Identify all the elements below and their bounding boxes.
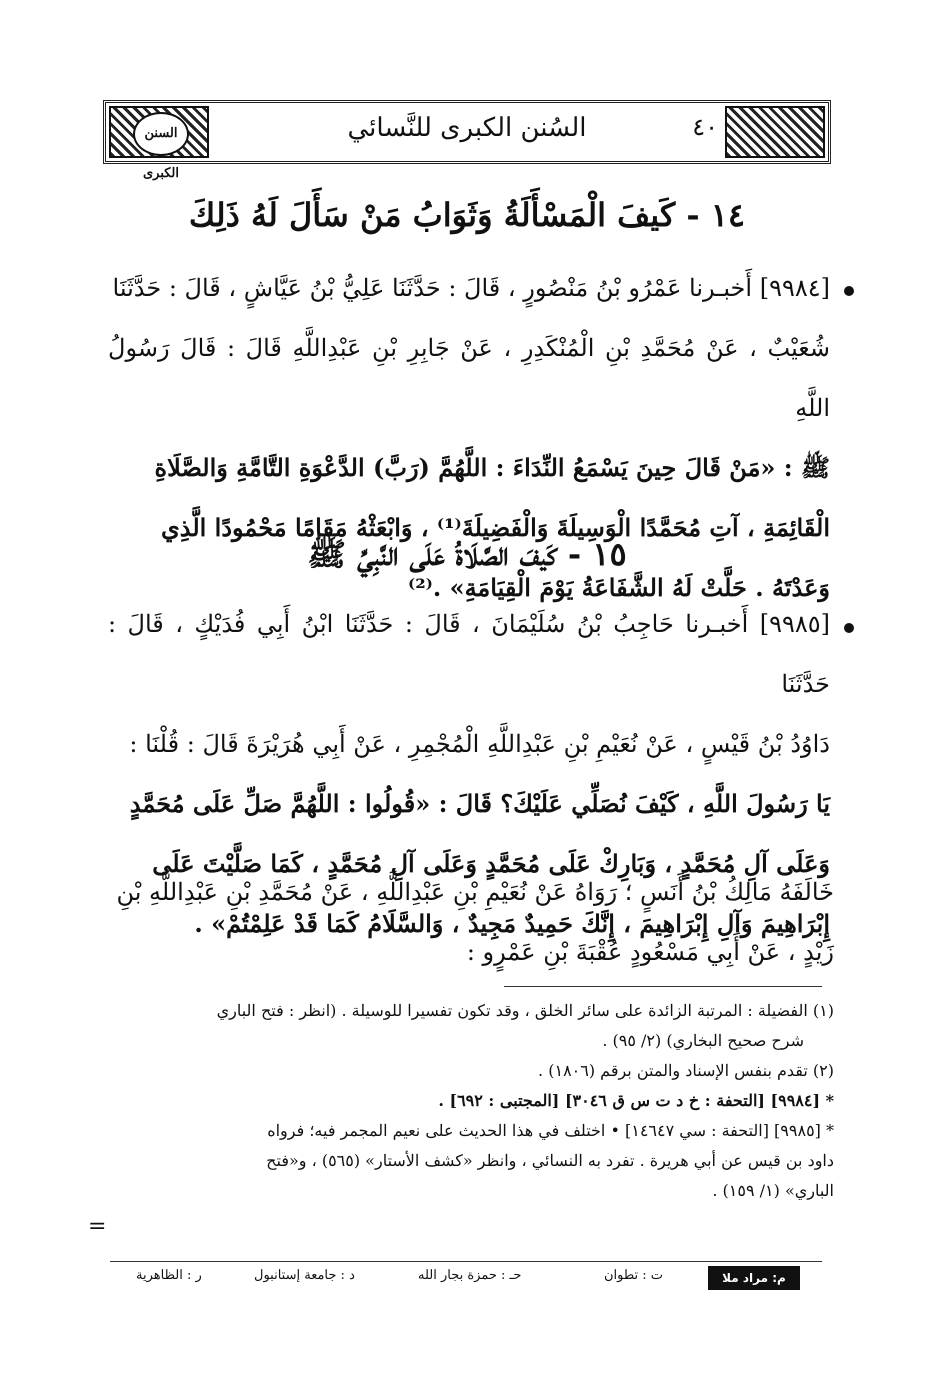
followup-line: زَيْدٍ ، عَنْ أَبِي مَسْعُودٍ عُقْبَةَ بْنِ عَمْرٍو :	[466, 938, 834, 966]
hadith-line: إِبْرَاهِيمَ وَآلِ إِبْرَاهِيمَ ، إِنَّكَ حَمِيدٌ مَجِيدٌ ، وَالسَّلَامُ كَمَا قَدْ عَلِمْتُمْ» .	[194, 909, 830, 938]
bullet-icon	[844, 286, 854, 296]
book-title: السُنن الكبرى للنَّسائي	[347, 113, 587, 143]
seal-emblem: السنن الكبرى	[133, 112, 189, 156]
page-header	[103, 100, 831, 181]
hadith-line: الْقَائِمَةِ ، آتِ مُحَمَّدًا الْوَسِيلَةَ وَالْفَضِيلَةَ⁽¹⁾ ، وَابْعَثْهُ مَقَامًا مَحْمُودًا الَّذِي	[160, 513, 830, 542]
footnote-line: (١) الفضيلة : المرتبة الزائدة على سائر الخلق ، وقد تكون تفسيرا للوسيلة . (انظر : فتح الباري	[216, 1001, 834, 1020]
footer-separator	[110, 1261, 822, 1262]
footnote-line: * [٩٩٨٥] [التحفة : سي ١٤٦٤٧] • اختلف في هذا الحديث على نعيم المجمر فيه؛ فرواه	[267, 1121, 834, 1140]
section-14-title: ١٤ - كَيفَ الْمَسْأَلَةُ وَثَوَابُ مَنْ سَأَلَ لَهُ ذَلِكَ	[188, 196, 746, 234]
hadith-line: شُعَيْبٌ ، عَنْ مُحَمَّدِ بْنِ الْمُنْكَدِرِ ، عَنْ جَابِرِ بْنِ عَبْدِاللَّهِ قَالَ : قَالَ رَسُولُ اللَّهِ	[108, 334, 830, 422]
hadith-line: دَاوُدُ بْنُ قَيْسٍ ، عَنْ نُعَيْمِ بْنِ عَبْدِاللَّهِ الْمُجْمِرِ ، عَنْ أَبِي هُرَيْرَةَ قَالَ : قُلْنَا :	[129, 730, 830, 758]
footnote-separator	[504, 986, 822, 987]
bullet-icon	[844, 623, 854, 633]
hadith-line: ﷺ : «مَنْ قَالَ حِينَ يَسْمَعُ النِّدَاءَ : اللَّهُمَّ (رَبَّ) الدَّعْوَةِ التَّامَّةِ وَالصَّلَاةِ	[154, 453, 830, 482]
hadith-line: وَعَلَى آلِ مُحَمَّدٍ ، وَبَارِكْ عَلَى مُحَمَّدٍ وَعَلَى آلِ مُحَمَّدٍ ، كَمَا صَلَّيْتَ عَلَى	[152, 849, 830, 878]
footer-item: ر : الظاهرية	[136, 1268, 202, 1283]
hadith-line: يَا رَسُولَ اللَّهِ ، كَيْفَ نُصَلِّي عَلَيْكَ؟ قَالَ : «قُولُوا : اللَّهُمَّ صَلِّ عَلَى مُحَمَّدٍ	[129, 789, 830, 818]
followup-line: خَالَفَهُ مَالِكُ بْنُ أَنَسٍ ؛ رَوَاهُ عَنْ نُعَيْمِ بْنِ عَبْدِاللَّهِ ، عَنْ مُحَمَّدِ بْنِ عَبْدِاللَّهِ بْنِ	[116, 878, 834, 906]
page-number: ٤٠	[692, 113, 718, 141]
hadith-line: [٩٩٨٥] أَخبـرنا حَاجِبُ بْنُ سُلَيْمَانَ ، قَالَ : حَدَّثَنَا ابْنُ أَبِي فُدَيْكٍ ، قَالَ : حَدَّثَنَا	[108, 610, 830, 698]
hadith-line: [٩٩٨٤] أَخبـرنا عَمْرُو بْنُ مَنْصُورٍ ، قَالَ : حَدَّثَنَا عَلِيُّ بْنُ عَيَّاشٍ ، قَالَ : حَدَّثَنَا	[112, 274, 830, 302]
footnote-line: الباري» (١/ ١٥٩) .	[712, 1181, 834, 1200]
manuscript-badge: م: مراد ملا	[708, 1266, 800, 1290]
footer-item: د : جامعة إستانبول	[254, 1268, 355, 1283]
ornament-left	[109, 106, 209, 181]
footer-item: ت : تطوان	[604, 1268, 664, 1283]
footnotes	[100, 996, 834, 1206]
footer-item: حـ : حمزة بجار الله	[418, 1268, 522, 1283]
section-15-title: ١٥ - كَيفَ الصَّلَاةُ عَلَى النَّبِيِّ ﷺ	[307, 535, 627, 573]
ornament-right	[725, 106, 825, 158]
followup-paragraph	[100, 862, 834, 982]
hadith-line: وَعَدْتَهُ . حَلَّتْ لَهُ الشَّفَاعَةُ يَوْمَ الْقِيَامَةِ» .⁽²⁾	[408, 573, 830, 602]
footnote-line: شرح صحيح البخاري) (٢/ ٩٥) .	[602, 1031, 804, 1050]
footnote-line: (٢) تقدم بنفس الإسناد والمتن برقم (١٨٠٦) .	[538, 1061, 834, 1080]
footnote-line: * [٩٩٨٤] [التحفة : خ د ت س ق ٣٠٤٦] [المجتبى : ٦٩٢] .	[438, 1091, 834, 1110]
footnote-line: داود بن قيس عن أبي هريرة . تفرد به النسائي ، وانظر «كشف الأستار» (٥٦٥) ، و«فتح	[266, 1151, 834, 1170]
continuation-mark: =	[88, 1214, 107, 1239]
